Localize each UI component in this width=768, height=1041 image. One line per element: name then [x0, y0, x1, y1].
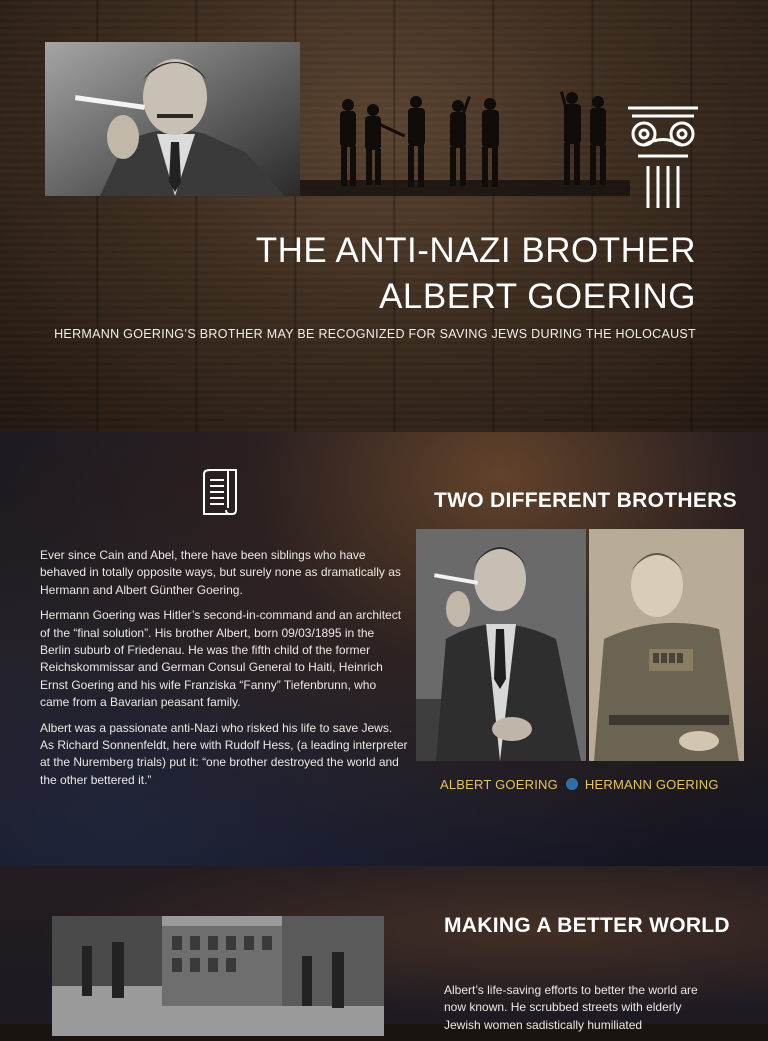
- hero-section: [0, 0, 768, 432]
- caption-albert: ALBERT GOERING: [440, 777, 558, 792]
- ionic-column-icon: [626, 104, 700, 210]
- paragraph: Ever since Cain and Abel, there have been siblings who have behaved in totally opposite ways, but surely none as dramatically as Hermann and Albert Günther Goering.: [40, 548, 401, 597]
- document-icon: [200, 468, 240, 518]
- caption-hermann: HERMANN GOERING: [584, 777, 719, 792]
- soldiers-silhouette: [300, 92, 630, 196]
- page-title: [256, 228, 696, 320]
- section-heading-brothers: TWO DIFFERENT BROTHERS: [434, 489, 737, 512]
- street-scene-photo: [52, 916, 384, 1036]
- better-world-section: [0, 866, 768, 1032]
- separator-dot-icon: [566, 778, 578, 790]
- brothers-body-text: [40, 547, 408, 797]
- title-line-1: THE ANTI-NAZI BROTHER: [255, 231, 696, 270]
- title-line-2: ALBERT GOERING: [379, 277, 696, 316]
- photo-caption: [440, 777, 719, 792]
- albert-goering-photo: [416, 529, 586, 761]
- paragraph: Hermann Goering was Hitler’s second-in-command and an architect of the “final solution”. His brother Albert, born 09/03/1895 in the Berlin suburb of Friedenau. He was the fifth child of the former Reichskommissar and German Consul General to Haiti, Heinrich Ernst Goering and his wife Franziska “Fanny” Tiefenbrunn, who came from a Bavarian peasant family.: [40, 608, 402, 710]
- albert-goering-portrait: [45, 42, 300, 196]
- paragraph: Albert was a passionate anti-Nazi who risked his life to save Jews. As Richard Sonnenfeldt, here with Rudolf Hess, (a leading interpreter at the Nuremberg trials) put it: “one brother destroyed the world and the other bettered it.”: [40, 720, 408, 787]
- two-brothers-section: [0, 432, 768, 866]
- page-subtitle: HERMANN GOERING’S BROTHER MAY BE RECOGNIZED FOR SAVING JEWS DURING THE HOLOCAUST: [54, 327, 696, 341]
- hermann-goering-photo: [589, 529, 744, 761]
- section-heading-better-world: MAKING A BETTER WORLD: [444, 914, 730, 937]
- better-world-body-text: Albert’s life-saving efforts to better the world are now known. He scrubbed streets with elderly Jewish women sadistically humiliated: [444, 983, 698, 1032]
